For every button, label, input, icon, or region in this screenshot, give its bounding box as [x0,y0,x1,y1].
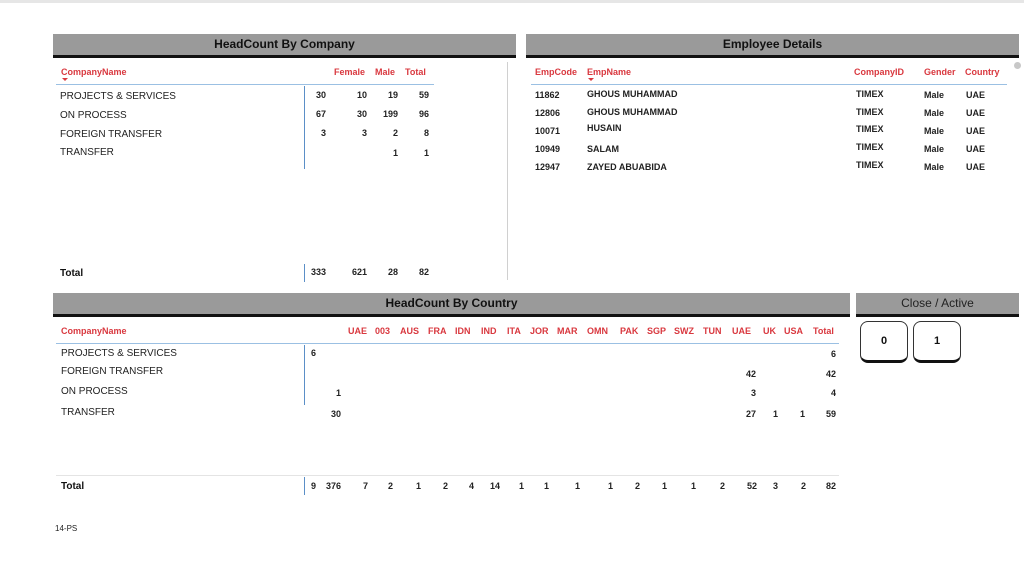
empname-cell: GHOUS MUHAMMAD [587,107,678,117]
col-header-country[interactable]: JOR [530,326,549,336]
col-header-country[interactable]: Country [965,67,1000,77]
cell-value: 2 [392,128,398,138]
cell-value: 1 [799,409,805,419]
row-label: FOREIGN TRANSFER [60,129,163,140]
companyid-cell: TIMEX [856,124,884,134]
col-header-country[interactable]: SGP [647,326,667,336]
col-header-male[interactable]: Male [375,67,396,77]
col-header-country[interactable]: UK [763,326,776,336]
col-header-country[interactable]: IND [481,326,497,336]
companyid-cell: TIMEX [856,160,884,170]
col-header-country[interactable]: SWZ [674,326,694,336]
cell-value: 59 [825,409,836,419]
col-header-empname[interactable]: EmpName [587,67,632,77]
cell-value: 27 [745,409,756,419]
total-value: 3 [772,481,778,491]
total-label: Total [60,268,84,279]
header-divider [56,84,434,85]
empname-cell: GHOUS MUHAMMAD [587,89,678,99]
total-value: 1 [690,481,696,491]
total-value: 2 [719,481,725,491]
empcode-cell: 10071 [535,126,561,136]
total-value: 1 [574,481,580,491]
total-value: 28 [387,267,398,277]
empname-cell: HUSAIN [587,123,622,133]
empcode-cell: 10949 [535,144,561,154]
gender-cell: Male [924,90,945,100]
close-toggle-button[interactable]: 0 [860,321,908,363]
companyid-cell: TIMEX [856,107,884,117]
cell-value: 1 [423,148,429,158]
col-header-gender[interactable]: Gender [924,67,956,77]
country-cell: UAE [966,108,986,118]
cell-value: 42 [745,369,756,379]
country-cell: UAE [966,90,986,100]
col-header-country[interactable]: AUS [400,326,420,336]
total-value: 1 [661,481,667,491]
gender-cell: Male [924,144,945,154]
country-cell: UAE [966,162,986,172]
empname-cell: ZAYED ABUABIDA [587,162,667,172]
col-header-country[interactable]: OMN [587,326,608,336]
total-value: 9 [310,481,316,491]
empcode-cell: 12947 [535,162,561,172]
companyid-cell: TIMEX [856,142,884,152]
top-border [0,0,1024,3]
total-value: 1 [543,481,549,491]
col-header-country[interactable]: IDN [455,326,471,336]
col-header-total[interactable]: Total [405,67,426,77]
employee-panel-title: Employee Details [526,34,1019,58]
total-value: 333 [310,267,326,277]
cell-value: 3 [361,128,367,138]
row-label: PROJECTS & SERVICES [60,91,176,102]
header-divider [56,343,839,344]
col-header-country[interactable]: 003 [375,326,391,336]
cell-value: 4 [830,388,836,398]
total-label: Total [61,481,85,492]
row-label: TRANSFER [61,407,115,418]
gender-cell: Male [924,108,945,118]
empcode-cell: 11862 [535,90,560,100]
col-header-country[interactable]: ITA [507,326,521,336]
total-value: 1 [518,481,524,491]
cell-value: 1 [335,388,341,398]
cell-value: 96 [418,109,429,119]
panel-separator [507,62,508,280]
col-header-country[interactable]: FRA [428,326,447,336]
cell-value: 6 [830,349,836,359]
companyid-cell: TIMEX [856,89,884,99]
country-panel-title: HeadCount By Country [53,293,850,317]
col-header-country[interactable]: UAE [348,326,368,336]
col-header-companyid[interactable]: CompanyID [854,67,905,77]
total-divider [56,475,839,476]
company-panel-title: HeadCount By Company [53,34,516,58]
row-label: TRANSFER [60,147,114,158]
total-value: 2 [387,481,393,491]
gender-cell: Male [924,162,945,172]
status-panel-title: Close / Active [856,293,1019,317]
scroll-indicator[interactable] [1014,62,1021,69]
footer-label: 14-PS [55,524,78,533]
total-value: 1 [415,481,421,491]
total-value: 2 [634,481,640,491]
cell-value: 42 [825,369,836,379]
row-label: ON PROCESS [61,386,128,397]
total-value: 2 [442,481,448,491]
sort-arrow-icon[interactable] [588,78,594,81]
col-header-country[interactable]: MAR [557,326,578,336]
col-header-country[interactable]: UAE [732,326,752,336]
total-value: 52 [746,481,757,491]
country-cell: UAE [966,144,986,154]
row-label: PROJECTS & SERVICES [61,348,177,359]
total-value: 1 [607,481,613,491]
col-header-empcode[interactable]: EmpCode [535,67,578,77]
cell-value: 19 [387,90,398,100]
active-toggle-button[interactable]: 1 [913,321,961,363]
country-cell: UAE [966,126,986,136]
cell-value: 10 [356,90,367,100]
cell-value: 3 [320,128,326,138]
col-header-companyname[interactable]: CompanyName [61,67,127,77]
cell-value: 3 [750,388,756,398]
empname-cell: SALAM [587,144,619,154]
col-header-total[interactable]: Total [813,326,834,336]
cell-value: 30 [315,90,326,100]
cell-value: 30 [356,109,367,119]
col-header-companyname[interactable]: CompanyName [61,326,127,336]
sort-arrow-icon[interactable] [62,78,68,81]
cell-value: 6 [310,348,316,358]
cell-value: 199 [382,109,398,119]
col-header-country[interactable]: PAK [620,326,639,336]
gender-cell: Male [924,126,945,136]
header-divider [531,84,1007,85]
col-header-country[interactable]: TUN [703,326,722,336]
row-label: FOREIGN TRANSFER [61,366,164,377]
total-value: 2 [800,481,806,491]
cell-value: 30 [330,409,341,419]
total-value: 621 [351,267,367,277]
total-value: 82 [825,481,836,491]
empcode-cell: 12806 [535,108,561,118]
total-value: 4 [468,481,474,491]
col-header-country[interactable]: USA [784,326,804,336]
cell-value: 1 [772,409,778,419]
total-value: 7 [362,481,368,491]
total-value: 82 [418,267,429,277]
cell-value: 59 [418,90,429,100]
cell-value: 1 [392,148,398,158]
row-label: ON PROCESS [60,110,127,121]
total-value: 14 [489,481,500,491]
total-value: 376 [325,481,341,491]
cell-value: 67 [315,109,326,119]
col-header-female[interactable]: Female [334,67,366,77]
cell-value: 8 [423,128,429,138]
